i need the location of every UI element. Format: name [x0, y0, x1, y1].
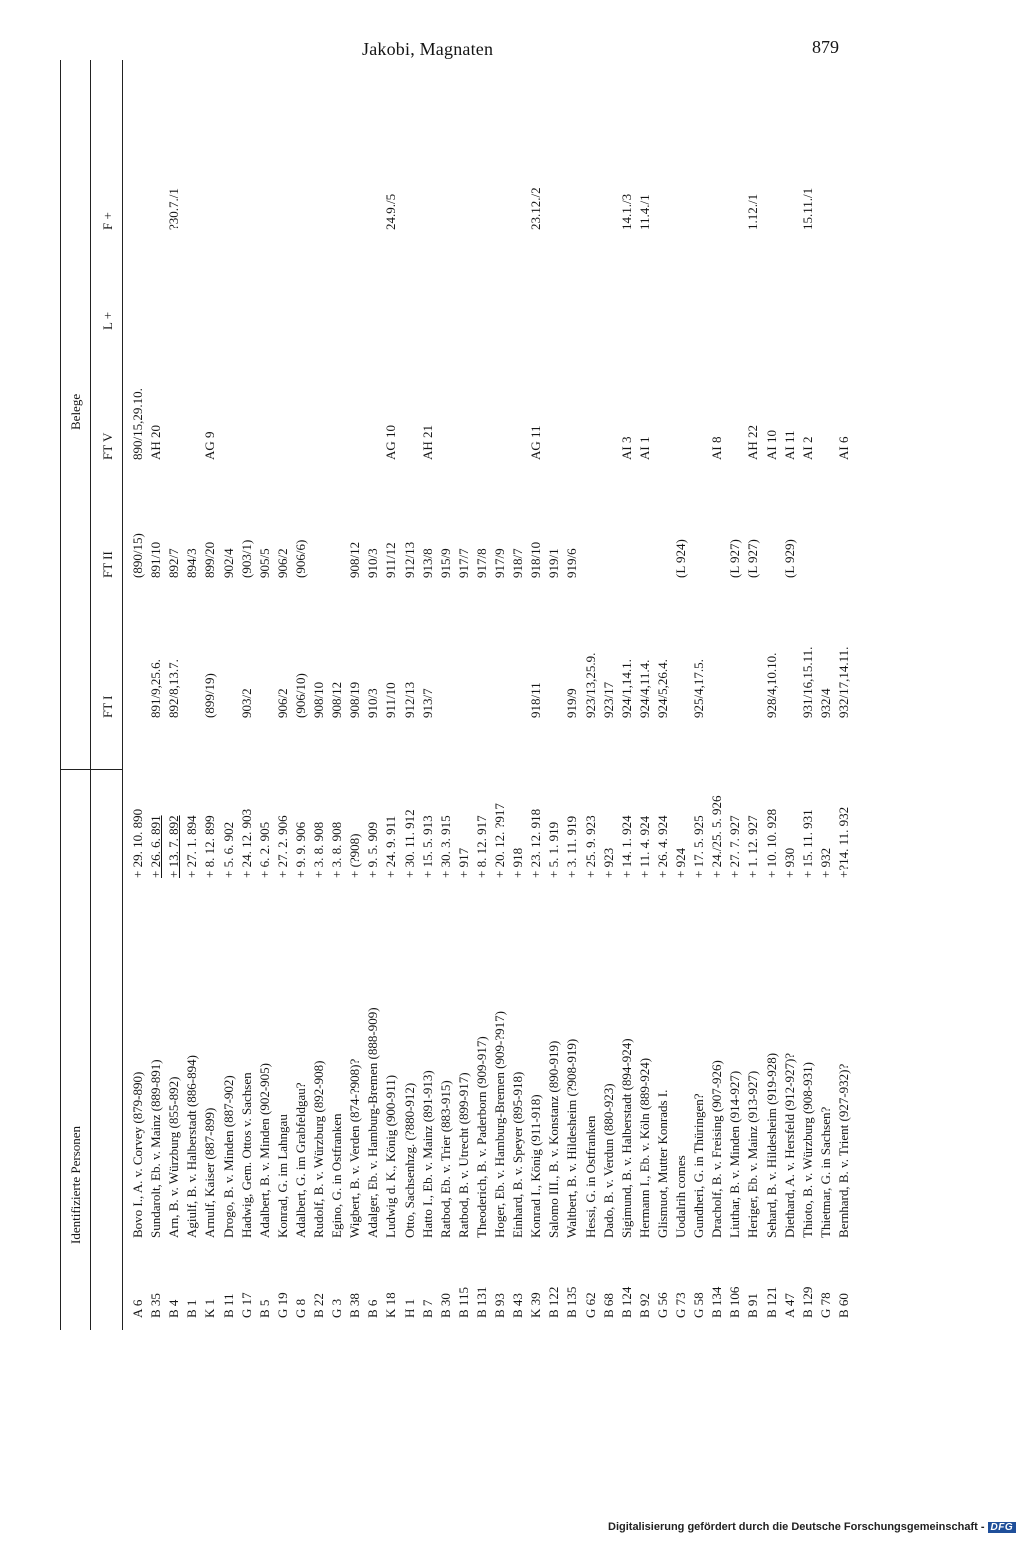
cell-id: B 11: [220, 1293, 236, 1318]
cell-ft2: (L 927): [727, 539, 743, 578]
cell-id: B 60: [835, 1293, 851, 1318]
cell-ft5: AH 21: [419, 424, 435, 460]
cell-name: Einhard, B. v. Speyer (895-918): [510, 1071, 526, 1238]
cell-date: + 14. 1. 924: [618, 815, 634, 878]
cell-id: G 17: [238, 1292, 254, 1318]
header-rule: [122, 60, 123, 1330]
cell-name: Ratbod, B. v. Utrecht (899-917): [455, 1072, 471, 1238]
cell-name: Hatto I., Eb. v. Mainz (891-913): [419, 1070, 435, 1238]
cell-name: Uodalrih comes: [673, 1155, 688, 1238]
cell-name: Drogo, B. v. Minden (887-902): [220, 1075, 236, 1238]
cell-name: Hadwig, Gem. Ottos v. Sachsen: [238, 1072, 254, 1238]
cell-f: ?30.7./1: [166, 188, 182, 230]
cell-id: G 78: [817, 1292, 833, 1318]
cell-date: + 25. 9. 923: [582, 815, 598, 878]
cell-ft2: 905/5: [256, 548, 272, 578]
cell-ft5: AH 22: [745, 424, 761, 460]
cell-ft1: 912/13: [401, 681, 417, 718]
cell-ft2: 906/2: [274, 548, 290, 578]
cell-date: + 10. 10. 928: [763, 808, 779, 878]
cell-f: 1.12./1: [745, 193, 761, 230]
cell-ft2: 899/20: [202, 541, 218, 578]
cell-ft1: 932/17,14.11.: [835, 646, 851, 718]
cell-ft5: AI 11: [781, 430, 797, 460]
cell-ft2: 902/4: [220, 548, 236, 578]
cell-date: + 30. 11. 912: [401, 809, 417, 878]
cell-name: Konrad, G. im Lahngau: [274, 1114, 290, 1238]
cell-name: Theoderich, B. v. Paderborn (909-917): [473, 1036, 489, 1238]
cell-ft2: 908/12: [347, 541, 363, 578]
cell-ft2: 911/12: [383, 542, 399, 578]
cell-ft2: 894/3: [184, 548, 200, 578]
cell-ft1: 892/8,13.7.: [166, 659, 182, 718]
cell-name: Sundarolt, Eb. v. Mainz (889-891): [148, 1059, 164, 1238]
cell-ft5: AI 1: [636, 436, 652, 460]
cell-ft2: 917/9: [492, 548, 507, 578]
cell-ft2: (890/15): [130, 533, 145, 578]
cell-name: Sigimund, B. v. Halberstadt (894-924): [618, 1038, 634, 1238]
cell-id: B 115: [455, 1287, 471, 1318]
cell-ft2: 910/3: [365, 548, 381, 578]
cell-ft1: 925/4,17.5.: [691, 659, 707, 718]
cell-id: B 93: [492, 1293, 507, 1318]
footer: [608, 1521, 1016, 1533]
cell-ft2: 919/1: [546, 548, 562, 578]
cell-id: H 1: [401, 1298, 417, 1318]
cell-ft5: AI 10: [763, 430, 779, 460]
cell-name: Liuthar, B. v. Minden (914-927): [727, 1070, 743, 1238]
cell-date: + 13. 7. 892: [166, 815, 182, 878]
cell-name: Bernhard, B. v. Trient (927-932)?: [835, 1063, 851, 1238]
cell-ft1: 910/3: [365, 688, 381, 718]
cell-date: + 27. 7. 927: [727, 815, 743, 878]
top-rule: [60, 60, 61, 1330]
cell-ft5: AH 20: [148, 424, 164, 460]
cell-date: + 918: [510, 847, 526, 878]
cell-ft2: 913/8: [419, 548, 435, 578]
cell-name: Bovo I., A. v. Corvey (879-890): [130, 1071, 145, 1238]
cell-ft1: 923/17: [600, 681, 616, 718]
cell-name: Heriger, Eb. v. Mainz (913-927): [745, 1070, 761, 1238]
cell-id: G 56: [654, 1292, 670, 1318]
cell-date: + 26. 4. 924: [654, 815, 670, 878]
cell-name: Arn, B. v. Würzburg (855-892): [166, 1076, 182, 1238]
cell-ft2: (L 927): [745, 539, 761, 578]
cell-date: + 3. 8. 908: [311, 821, 326, 878]
cell-date: + 24./25. 5. 926: [709, 795, 725, 878]
cell-ft1: 924/5,26.4.: [654, 659, 670, 718]
cell-ft5: AI 8: [709, 436, 725, 460]
cell-name: Ratbod, Eb. v. Trier (883-915): [437, 1080, 453, 1238]
cell-id: B 5: [256, 1299, 272, 1318]
cell-id: G 3: [329, 1298, 345, 1318]
cell-id: K 1: [202, 1298, 218, 1318]
cell-ft1: 931/16,15.11.: [799, 646, 815, 718]
cell-ft2: 891/10: [148, 541, 164, 578]
cell-ft1: 919/9: [564, 688, 580, 718]
col-header-ft5: FT V: [100, 432, 115, 460]
cell-ft5: AI 6: [835, 436, 851, 460]
page-number: 879: [812, 37, 839, 57]
cell-date: + 15. 11. 931: [799, 809, 815, 878]
cell-id: B 122: [546, 1286, 562, 1318]
cell-date: + 20. 12. ?917: [492, 803, 507, 878]
cell-date: + 923: [600, 847, 616, 878]
cell-id: K 18: [383, 1292, 399, 1318]
cell-ft1: 891/9,25.6.: [148, 659, 164, 718]
cell-date: + 930: [781, 847, 797, 878]
cell-name: Agiulf, B. v. Halberstadt (886-894): [184, 1055, 200, 1238]
cell-f: 23.12./2: [528, 187, 544, 230]
cell-id: B 91: [745, 1293, 761, 1318]
cell-date: + 917: [455, 847, 471, 878]
cell-id: B 4: [166, 1299, 182, 1318]
cell-id: B 30: [437, 1293, 453, 1318]
cell-date: + 29. 10. 890: [130, 808, 145, 878]
cell-date: + 8. 12. 899: [202, 815, 218, 878]
group-divider: [60, 769, 122, 770]
cell-ft2: 915/9: [437, 548, 453, 578]
cell-id: B 22: [311, 1293, 326, 1318]
cell-date: + 27. 2. 906: [274, 815, 290, 878]
cell-ft1: 908/12: [329, 681, 345, 718]
cell-date: + 9. 5. 909: [365, 821, 381, 878]
rotated-table: [60, 60, 850, 1330]
col-header-ft2: FT II: [100, 551, 115, 578]
cell-id: G 73: [673, 1292, 688, 1318]
cell-date: + 27. 1. 894: [184, 815, 200, 878]
cell-name: Konrad I., König (911-918): [528, 1094, 544, 1238]
cell-name: Arnulf, Kaiser (887-899): [202, 1107, 218, 1238]
cell-ft2: 917/8: [473, 548, 489, 578]
cell-ft5: AI 2: [799, 436, 815, 460]
cell-ft2: 918/10: [528, 541, 544, 578]
cell-ft1: 913/7: [419, 688, 435, 718]
cell-id: B 135: [564, 1286, 580, 1318]
cell-name: Thietmar, G. in Sachsen?: [817, 1106, 833, 1238]
cell-id: B 106: [727, 1286, 743, 1318]
col-header-f: F +: [100, 212, 115, 230]
cell-date: + 5. 6. 902: [220, 821, 236, 878]
cell-ft2: 912/13: [401, 541, 417, 578]
cell-name: Egino, G. in Ostfranken: [329, 1113, 345, 1238]
cell-ft1: 918/11: [528, 682, 544, 718]
cell-ft5: AG 9: [202, 431, 218, 460]
cell-id: B 121: [763, 1286, 779, 1318]
cell-name: Hermann I., Eb. v. Köln (889-924): [636, 1057, 652, 1238]
cell-ft5: AG 11: [528, 425, 544, 460]
cell-ft2: (906/6): [292, 539, 308, 578]
cell-name: Adalger, Eb. v. Hamburg-Bremen (888-909): [365, 1007, 381, 1238]
cell-name: Glismuot, Mutter Konrads I.: [654, 1089, 670, 1238]
cell-date: + 17. 5. 925: [691, 815, 707, 878]
cell-name: Salomo III., B. v. Konstanz (890-919): [546, 1040, 562, 1238]
cell-name: Wigbert, B. v. Verden (874-?908)?: [347, 1058, 363, 1238]
cell-date: + 26. 6. 891: [148, 815, 164, 878]
cell-date: +?14. 11. 932: [835, 806, 851, 878]
cell-ft1: 908/10: [311, 681, 326, 718]
cell-ft1: 924/4,11.4.: [636, 659, 652, 718]
cell-date: + 11. 4. 924: [636, 815, 652, 878]
cell-ft1: 932/4: [817, 688, 833, 718]
cell-id: G 8: [292, 1298, 308, 1318]
cell-name: Dado, B. v. Verdun (880-923): [600, 1083, 616, 1238]
cell-id: G 58: [691, 1292, 707, 1318]
cell-date: + 3. 8. 908: [329, 821, 345, 878]
cell-date: + 3. 11. 919: [564, 815, 580, 878]
running-title: Jakobi, Magnaten: [362, 39, 494, 59]
cell-name: Dracholf, B. v. Freising (907-926): [709, 1060, 725, 1238]
cell-date: + 8. 12. 917: [473, 815, 489, 878]
col-header-l: L +: [100, 311, 115, 330]
cell-ft2: (L 929): [781, 539, 797, 578]
cell-ft2: (903/1): [238, 539, 254, 578]
cell-name: Diethard, A. v. Hersfeld (912-927)?: [781, 1052, 797, 1238]
cell-name: Adalbert, B. v. Minden (902-905): [256, 1063, 272, 1238]
cell-date: + 9. 9. 906: [292, 821, 308, 878]
cell-id: B 6: [365, 1299, 381, 1318]
cell-ft2: 892/7: [166, 548, 182, 578]
cell-id: B 1: [184, 1299, 200, 1318]
cell-name: Adalbert, G. im Grabfeldgau?: [292, 1082, 308, 1238]
cell-id: B 134: [709, 1286, 725, 1318]
cell-ft1: 928/4,10.10.: [763, 652, 779, 718]
cell-ft5: AI 3: [618, 436, 634, 460]
cell-ft1: 924/1,14.1.: [618, 659, 634, 718]
cell-f: 14.1./3: [618, 193, 634, 230]
cell-ft2: 919/6: [564, 548, 580, 578]
dfg-logo: DFG: [988, 1522, 1016, 1533]
cell-ft2: (L 924): [673, 539, 688, 578]
cell-id: A 47: [781, 1293, 797, 1318]
cell-date: + 1. 12. 927: [745, 815, 761, 878]
cell-ft1: (906/10): [292, 673, 308, 718]
cell-ft2: 917/7: [455, 548, 471, 578]
cell-id: B 92: [636, 1293, 652, 1318]
cell-ft1: 903/2: [238, 688, 254, 718]
cell-name: Gundheri, G. in Thüringen?: [691, 1093, 707, 1238]
cell-name: Hessi, G. in Ostfranken: [582, 1115, 598, 1238]
footer-text: Digitalisierung gefördert durch die Deutsche Forschungsgemeinschaft -: [608, 1521, 985, 1533]
cell-ft5: AG 10: [383, 424, 399, 460]
cell-id: G 19: [274, 1292, 290, 1318]
cell-id: B 38: [347, 1293, 363, 1318]
cell-id: B 35: [148, 1293, 164, 1318]
cell-name: Ludwig d. K., König (900-911): [383, 1074, 399, 1238]
cell-id: B 129: [799, 1286, 815, 1318]
group-header-persons: Identifizierte Personen: [68, 1125, 83, 1244]
cell-date: + 5. 1. 919: [546, 821, 562, 878]
cell-id: B 131: [473, 1286, 489, 1318]
cell-id: G 62: [582, 1292, 598, 1318]
cell-f: 24.9./5: [383, 193, 399, 230]
cell-date: + 23. 12. 918: [528, 808, 544, 878]
cell-date: + 30. 3. 915: [437, 815, 453, 878]
cell-name: Thioto, B. v. Würzburg (908-931): [799, 1062, 815, 1238]
cell-date: + 15. 5. 913: [419, 815, 435, 878]
cell-id: B 68: [600, 1293, 616, 1318]
cell-name: Otto, Sachsenhzg. (?880-912): [401, 1082, 417, 1238]
cell-id: A 6: [130, 1299, 145, 1318]
cell-id: B 43: [510, 1293, 526, 1318]
cell-id: K 39: [528, 1292, 544, 1318]
cell-date: + 24. 9. 911: [383, 815, 399, 878]
cell-f: 11.4./1: [636, 194, 652, 230]
cell-id: B 7: [419, 1299, 435, 1318]
cell-date: + 932: [817, 847, 833, 878]
col-header-ft1: FT I: [100, 695, 115, 718]
group-header-belege: Belege: [68, 393, 83, 430]
cell-name: Rudolf, B. v. Würzburg (892-908): [311, 1060, 326, 1238]
cell-ft1: 923/13,25.9.: [582, 652, 598, 718]
cell-ft1: 906/2: [274, 688, 290, 718]
cell-ft1: 911/10: [383, 682, 399, 718]
cell-name: Sehard, B. v. Hildesheim (919-928): [763, 1052, 779, 1238]
cell-ft1: (899/19): [202, 673, 218, 718]
cell-ft2: 918/7: [510, 548, 526, 578]
cell-date: + 924: [673, 847, 688, 878]
cell-name: Hoger, Eb. v. Hamburg-Bremen (909-?917): [492, 1011, 507, 1238]
cell-ft1: 908/19: [347, 681, 363, 718]
group-rule: [90, 60, 91, 1330]
cell-ft5: 890/15,29.10.: [130, 388, 145, 460]
cell-date: + 6. 2. 905: [256, 821, 272, 878]
cell-id: B 124: [618, 1286, 634, 1318]
cell-date: + (?908): [347, 833, 363, 878]
cell-f: 15.11./1: [799, 187, 815, 230]
cell-date: + 24. 12. 903: [238, 808, 254, 878]
cell-name: Waltbert, B. v. Hildesheim (?908-919): [564, 1038, 580, 1238]
